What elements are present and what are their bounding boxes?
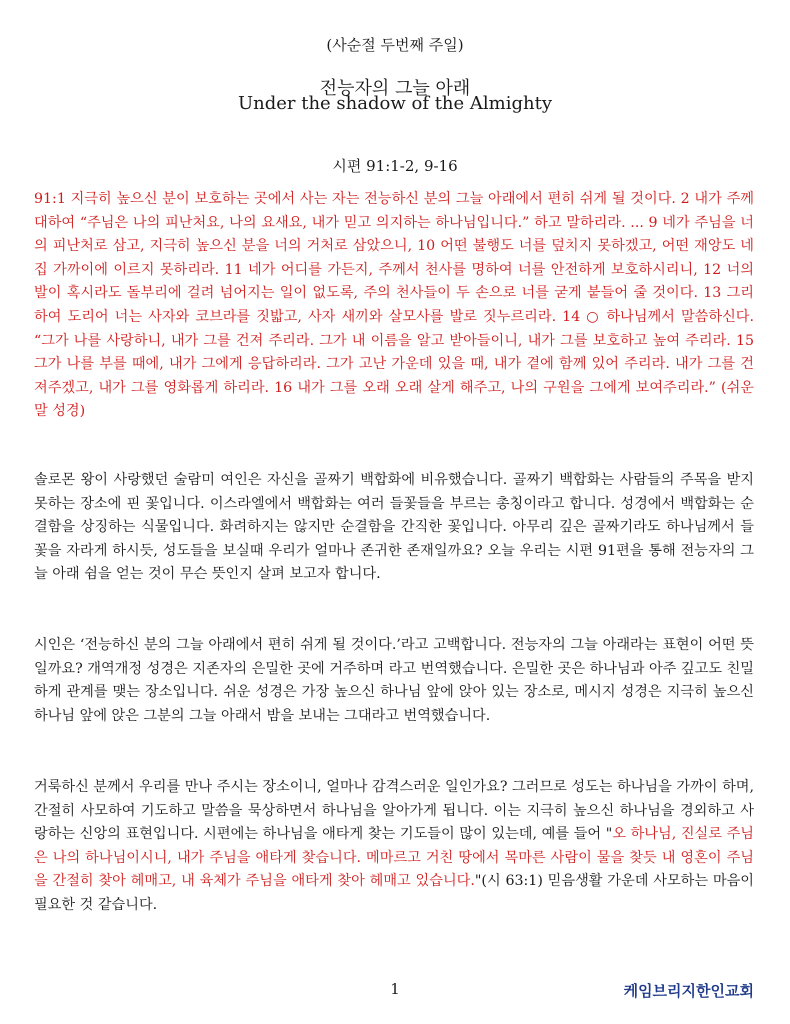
page-number: 1 [390, 980, 400, 998]
paragraph-2: 시인은 ‘전능하신 분의 그늘 아래에서 편히 쉬게 될 것이다.’라고 고백합니다. 전능자의 그늘 아래라는 표현이 어떤 뜻일까요? 개역개정 성경은 지존자의 은밀한 곳에 거주하며 라고 번역했습니다. 은밀한 곳은 하나님과 아주 깊고도 친밀하게 관계를 맺는 장소입니다. 쉬운 성경은 가장 높으신 하나님 앞에 앉아 있는 장소로, 메시지 성경은 지극히 높으신 하나님 앞에 앉은 그분의 그늘 아래서 밤을 보내는 그대라고 번역했습니다. [34, 637, 754, 724]
psalm-quote: 오 하나님, 진실로 주님은 나의 하나님이시니, 내가 주님을 애타게 찾습니다. 메마르고 거친 땅에서 목마른 사람이 물을 찾듯 내 영혼이 주님을 간절히 찾아 헤매고, 내 육체가 주님을 애타게 찾아 헤매고 있습니다. [34, 826, 754, 890]
service-subtitle: (사순절 두번째 주일) [326, 36, 464, 54]
church-name: 케임브리지한인교회 [623, 982, 754, 1000]
sermon-title-english: Under the shadow of the Almighty [237, 93, 553, 114]
paragraph-3-text-before: 거룩하신 분께서 우리를 만나 주시는 장소이니, 얼마나 감격스러운 일인가요? 그러므로 성도는 하나님을 가까이 하며, 간절히 사모하여 기도하고 말씀을 묵상하면서 하나님을 알아가게 됩니다. 이는 지극히 높으신 하나님을 경외하고 사랑하는 신앙의 표현입니다. 시편에는 하나님을 애타게 찾는 기도들이 많이 있는데, 예를 들어 " [34, 779, 754, 843]
sermon-title-korean: 전능자의 그늘 아래 [319, 78, 471, 99]
scripture-text: 91:1 지극히 높으신 분이 보호하는 곳에서 사는 자는 전능하신 분의 그늘 아래에서 편히 쉬게 될 것이다. 2 내가 주께 대하여 “주님은 나의 피난처요, 나의 요새요, 내가 믿고 의지하는 하나님입니다.” 하고 말하리라. ... 9 네가 주님을 너의 피난처로 삼고, 지극히 높으신 분을 너의 거처로 삼았으니, 10 어떤 불행도 너를 덮치지 못하겠고, 어떤 재앙도 네 집 가까이에 이르지 못하리라. 11 네가 어디를 가든지, 주께서 천사를 명하여 너를 안전하게 보호하시리니, 12 너의 발이 혹시라도 돌부리에 걸려 넘어지는 일이 없도록, 주의 천사들이 두 손으로 너를 굳게 붙들어 줄 것이다. 13 그리하여 도리어 너는 사자와 코브라를 짓밟고, 사자 새끼와 살모사를 발로 짓누르리라. 14 ○ 하나님께서 말씀하신다. “그가 나를 사랑하니, 내가 그를 건져 주리라. 그가 내 이름을 알고 받아들이니, 내가 그를 보호하고 높여 주리라. 15 그가 나를 부를 때에, 내가 그에게 응답하리라. 그가 고난 가운데 있을 때, 내가 곁에 함께 있어 주리라. 내가 그를 건져주겠고, 내가 그를 영화롭게 하리라. 16 내가 그를 오래 오래 살게 해주고, 나의 구원을 그에게 보여주리라.” (쉬운말 성경) [34, 191, 754, 420]
paragraph-1: 솔로몬 왕이 사랑했던 술람미 여인은 자신을 골짜기 백합화에 비유했습니다. 골짜기 백합화는 사람들의 주목을 받지 못하는 장소에 핀 꽃입니다. 이스라엘에서 백합화는 여러 들꽃들을 부르는 총칭이라고 합니다. 성경에서 백합화는 순결함을 상징하는 식물입니다. 화려하지는 않지만 순결함을 간직한 꽃입니다. 아무리 깊은 골짜기라도 하나님께서 들꽃을 자라게 하시듯, 성도들을 보실때 우리가 얼마나 존귀한 존재일까요? 오늘 우리는 시편 91편을 통해 전능자의 그늘 아래 쉼을 얻는 것이 무슨 뜻인지 살펴 보고자 합니다. [34, 472, 754, 583]
paragraph-3 [34, 776, 754, 918]
paragraph-3-text-after: "(시 63:1) 믿음생활 가운데 사모하는 마음이 필요한 것 같습니다. [34, 873, 754, 913]
scripture-reference: 시편 91:1-2, 9-16 [332, 157, 458, 175]
